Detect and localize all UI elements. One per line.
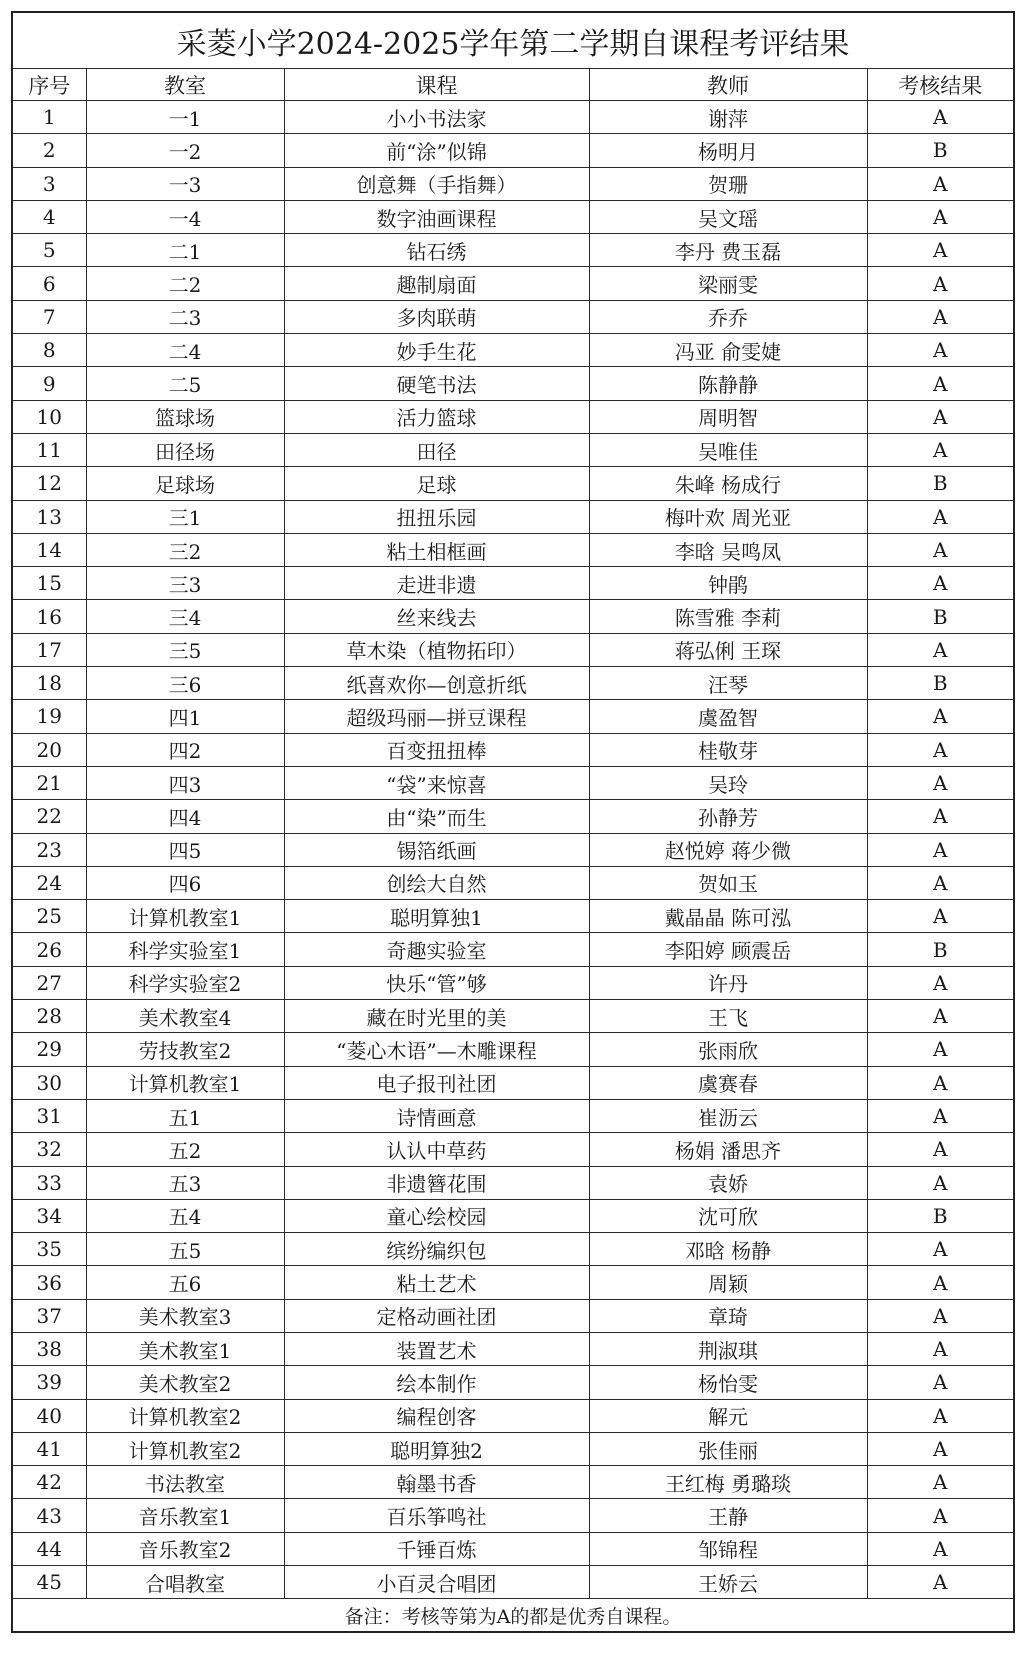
- cell-index: 22: [12, 800, 86, 833]
- cell-result: A: [867, 1499, 1014, 1532]
- cell-course: 认认中草药: [284, 1133, 589, 1166]
- cell-index: 45: [12, 1566, 86, 1599]
- cell-course: 非遗簪花围: [284, 1166, 589, 1199]
- cell-result: A: [867, 1299, 1014, 1332]
- cell-course: 超级玛丽—拼豆课程: [284, 700, 589, 733]
- table-row: [12, 633, 1014, 666]
- table-row: [12, 1266, 1014, 1299]
- cell-result: A: [867, 334, 1014, 367]
- cell-index: 3: [12, 167, 86, 200]
- table-row: [12, 766, 1014, 799]
- cell-result: A: [867, 1000, 1014, 1033]
- cell-course: 百变扭扭棒: [284, 733, 589, 766]
- cell-teacher: 王静: [589, 1499, 867, 1532]
- cell-index: 43: [12, 1499, 86, 1532]
- cell-classroom: 一1: [86, 101, 284, 134]
- cell-classroom: 美术教室3: [86, 1299, 284, 1332]
- table-row: [12, 234, 1014, 267]
- cell-classroom: 田径场: [86, 433, 284, 466]
- results-table: [11, 11, 1015, 1633]
- cell-index: 41: [12, 1432, 86, 1465]
- cell-classroom: 五4: [86, 1199, 284, 1232]
- cell-classroom: 四4: [86, 800, 284, 833]
- cell-course: 活力篮球: [284, 400, 589, 433]
- header-index: 序号: [12, 69, 86, 101]
- cell-teacher: 陈雪雅 李莉: [589, 600, 867, 633]
- cell-result: B: [867, 467, 1014, 500]
- cell-index: 10: [12, 400, 86, 433]
- cell-teacher: 杨明月: [589, 134, 867, 167]
- cell-index: 9: [12, 367, 86, 400]
- cell-course: 千锤百炼: [284, 1532, 589, 1565]
- cell-classroom: 美术教室4: [86, 1000, 284, 1033]
- cell-classroom: 三4: [86, 600, 284, 633]
- cell-classroom: 二1: [86, 234, 284, 267]
- cell-course: 翰墨书香: [284, 1466, 589, 1499]
- cell-teacher: 张佳丽: [589, 1432, 867, 1465]
- cell-teacher: 贺如玉: [589, 866, 867, 899]
- cell-index: 31: [12, 1099, 86, 1132]
- cell-classroom: 足球场: [86, 467, 284, 500]
- cell-course: 妙手生花: [284, 334, 589, 367]
- cell-index: 35: [12, 1233, 86, 1266]
- cell-result: A: [867, 733, 1014, 766]
- cell-course: 田径: [284, 433, 589, 466]
- table-row: [12, 733, 1014, 766]
- cell-classroom: 一2: [86, 134, 284, 167]
- cell-course: 丝来线去: [284, 600, 589, 633]
- cell-index: 28: [12, 1000, 86, 1033]
- table-row: [12, 1566, 1014, 1599]
- cell-teacher: 李阳婷 顾震岳: [589, 933, 867, 966]
- cell-result: A: [867, 1066, 1014, 1099]
- cell-teacher: 谢萍: [589, 101, 867, 134]
- table-row: [12, 833, 1014, 866]
- table-row: [12, 800, 1014, 833]
- cell-index: 30: [12, 1066, 86, 1099]
- cell-teacher: 荆淑琪: [589, 1332, 867, 1365]
- cell-teacher: 汪琴: [589, 667, 867, 700]
- cell-classroom: 五5: [86, 1233, 284, 1266]
- cell-result: B: [867, 667, 1014, 700]
- cell-index: 21: [12, 766, 86, 799]
- cell-course: 锡箔纸画: [284, 833, 589, 866]
- cell-classroom: 四3: [86, 766, 284, 799]
- cell-result: A: [867, 234, 1014, 267]
- cell-index: 8: [12, 334, 86, 367]
- cell-course: 诗情画意: [284, 1099, 589, 1132]
- cell-index: 44: [12, 1532, 86, 1565]
- cell-index: 25: [12, 900, 86, 933]
- cell-course: 聪明算独2: [284, 1432, 589, 1465]
- cell-course: 小百灵合唱团: [284, 1566, 589, 1599]
- cell-classroom: 五3: [86, 1166, 284, 1199]
- cell-index: 11: [12, 433, 86, 466]
- cell-result: A: [867, 267, 1014, 300]
- cell-result: A: [867, 101, 1014, 134]
- table-row: [12, 1066, 1014, 1099]
- cell-teacher: 许丹: [589, 966, 867, 999]
- cell-course: 足球: [284, 467, 589, 500]
- cell-index: 32: [12, 1133, 86, 1166]
- table-row: [12, 1399, 1014, 1432]
- cell-teacher: 赵悦婷 蒋少微: [589, 833, 867, 866]
- cell-teacher: 虞赛春: [589, 1066, 867, 1099]
- table-row: [12, 533, 1014, 566]
- cell-teacher: 桂敬芽: [589, 733, 867, 766]
- cell-result: A: [867, 300, 1014, 333]
- table-row: [12, 200, 1014, 233]
- table-row: [12, 1033, 1014, 1066]
- cell-course: 粘土相框画: [284, 533, 589, 566]
- cell-result: A: [867, 833, 1014, 866]
- cell-teacher: 李丹 费玉磊: [589, 234, 867, 267]
- cell-classroom: 科学实验室1: [86, 933, 284, 966]
- table-row: [12, 334, 1014, 367]
- cell-teacher: 虞盈智: [589, 700, 867, 733]
- cell-teacher: 冯亚 俞雯婕: [589, 334, 867, 367]
- cell-teacher: 王飞: [589, 1000, 867, 1033]
- cell-course: 硬笔书法: [284, 367, 589, 400]
- cell-course: 百乐筝鸣社: [284, 1499, 589, 1532]
- cell-result: A: [867, 533, 1014, 566]
- cell-course: 多肉联萌: [284, 300, 589, 333]
- table-title: 采菱小学2024-2025学年第二学期自课程考评结果: [12, 12, 1014, 69]
- table-row: [12, 1466, 1014, 1499]
- table-row: [12, 433, 1014, 466]
- cell-result: B: [867, 134, 1014, 167]
- cell-teacher: 吴玲: [589, 766, 867, 799]
- cell-index: 24: [12, 866, 86, 899]
- header-classroom: 教室: [86, 69, 284, 101]
- cell-teacher: 钟鹃: [589, 567, 867, 600]
- cell-teacher: 杨娟 潘思齐: [589, 1133, 867, 1166]
- table-row: [12, 1499, 1014, 1532]
- cell-teacher: 乔乔: [589, 300, 867, 333]
- cell-classroom: 劳技教室2: [86, 1033, 284, 1066]
- cell-course: “袋”来惊喜: [284, 766, 589, 799]
- cell-classroom: 五6: [86, 1266, 284, 1299]
- cell-course: 藏在时光里的美: [284, 1000, 589, 1033]
- cell-teacher: 杨怡雯: [589, 1366, 867, 1399]
- cell-result: A: [867, 1233, 1014, 1266]
- table-row: [12, 101, 1014, 134]
- cell-index: 27: [12, 966, 86, 999]
- table-row: [12, 933, 1014, 966]
- cell-index: 16: [12, 600, 86, 633]
- cell-result: A: [867, 1399, 1014, 1432]
- cell-course: 数字油画课程: [284, 200, 589, 233]
- cell-result: A: [867, 367, 1014, 400]
- cell-classroom: 篮球场: [86, 400, 284, 433]
- cell-index: 42: [12, 1466, 86, 1499]
- header-teacher: 教师: [589, 69, 867, 101]
- cell-result: B: [867, 600, 1014, 633]
- cell-teacher: 袁娇: [589, 1166, 867, 1199]
- cell-result: A: [867, 1266, 1014, 1299]
- table-row: [12, 400, 1014, 433]
- cell-course: 小小书法家: [284, 101, 589, 134]
- cell-course: 定格动画社团: [284, 1299, 589, 1332]
- cell-result: A: [867, 966, 1014, 999]
- cell-course: 走进非遗: [284, 567, 589, 600]
- table-row: [12, 700, 1014, 733]
- cell-teacher: 王娇云: [589, 1566, 867, 1599]
- cell-course: 装置艺术: [284, 1332, 589, 1365]
- cell-index: 29: [12, 1033, 86, 1066]
- cell-classroom: 三6: [86, 667, 284, 700]
- table-row: [12, 1366, 1014, 1399]
- cell-teacher: 吴唯佳: [589, 433, 867, 466]
- cell-teacher: 梅叶欢 周光亚: [589, 500, 867, 533]
- cell-result: A: [867, 400, 1014, 433]
- table-row: [12, 866, 1014, 899]
- cell-result: B: [867, 1199, 1014, 1232]
- cell-teacher: 梁丽雯: [589, 267, 867, 300]
- cell-classroom: 二5: [86, 367, 284, 400]
- cell-classroom: 科学实验室2: [86, 966, 284, 999]
- cell-course: 电子报刊社团: [284, 1066, 589, 1099]
- cell-teacher: 解元: [589, 1399, 867, 1432]
- cell-classroom: 计算机教室2: [86, 1399, 284, 1432]
- cell-teacher: 章琦: [589, 1299, 867, 1332]
- cell-teacher: 戴晶晶 陈可泓: [589, 900, 867, 933]
- footnote: 备注：考核等第为A的都是优秀自课程。: [12, 1599, 1014, 1633]
- cell-classroom: 一3: [86, 167, 284, 200]
- cell-result: A: [867, 567, 1014, 600]
- cell-course: 趣制扇面: [284, 267, 589, 300]
- cell-teacher: 陈静静: [589, 367, 867, 400]
- cell-course: 童心绘校园: [284, 1199, 589, 1232]
- cell-index: 5: [12, 234, 86, 267]
- table-row: [12, 567, 1014, 600]
- cell-classroom: 一4: [86, 200, 284, 233]
- cell-course: 编程创客: [284, 1399, 589, 1432]
- cell-classroom: 三2: [86, 533, 284, 566]
- cell-classroom: 计算机教室2: [86, 1432, 284, 1465]
- table-row: [12, 367, 1014, 400]
- cell-classroom: 书法教室: [86, 1466, 284, 1499]
- cell-index: 40: [12, 1399, 86, 1432]
- cell-index: 6: [12, 267, 86, 300]
- cell-index: 37: [12, 1299, 86, 1332]
- cell-result: A: [867, 1133, 1014, 1166]
- cell-course: 钻石绣: [284, 234, 589, 267]
- cell-result: A: [867, 800, 1014, 833]
- cell-result: A: [867, 1532, 1014, 1565]
- cell-classroom: 音乐教室1: [86, 1499, 284, 1532]
- cell-result: A: [867, 700, 1014, 733]
- table-row: [12, 134, 1014, 167]
- table-row: [12, 1299, 1014, 1332]
- cell-index: 13: [12, 500, 86, 533]
- cell-result: A: [867, 433, 1014, 466]
- cell-course: 聪明算独1: [284, 900, 589, 933]
- cell-result: A: [867, 633, 1014, 666]
- cell-result: A: [867, 1166, 1014, 1199]
- table-row: [12, 900, 1014, 933]
- cell-index: 38: [12, 1332, 86, 1365]
- cell-result: B: [867, 933, 1014, 966]
- header-course: 课程: [284, 69, 589, 101]
- cell-teacher: 蒋弘俐 王琛: [589, 633, 867, 666]
- cell-teacher: 孙静芳: [589, 800, 867, 833]
- cell-index: 33: [12, 1166, 86, 1199]
- cell-index: 20: [12, 733, 86, 766]
- cell-course: 由“染”而生: [284, 800, 589, 833]
- cell-teacher: 贺珊: [589, 167, 867, 200]
- cell-index: 34: [12, 1199, 86, 1232]
- cell-classroom: 计算机教室1: [86, 1066, 284, 1099]
- cell-classroom: 四1: [86, 700, 284, 733]
- cell-classroom: 五2: [86, 1133, 284, 1166]
- cell-classroom: 三5: [86, 633, 284, 666]
- cell-teacher: 王红梅 勇璐琰: [589, 1466, 867, 1499]
- cell-classroom: 二4: [86, 334, 284, 367]
- cell-index: 26: [12, 933, 86, 966]
- cell-course: “菱心木语”—木雕课程: [284, 1033, 589, 1066]
- cell-index: 39: [12, 1366, 86, 1399]
- cell-index: 18: [12, 667, 86, 700]
- cell-teacher: 沈可欣: [589, 1199, 867, 1232]
- cell-classroom: 四6: [86, 866, 284, 899]
- table-row: [12, 167, 1014, 200]
- cell-index: 4: [12, 200, 86, 233]
- table-row: [12, 267, 1014, 300]
- table-row: [12, 1532, 1014, 1565]
- cell-result: A: [867, 1566, 1014, 1599]
- cell-result: A: [867, 1432, 1014, 1465]
- cell-teacher: 吴文瑶: [589, 200, 867, 233]
- cell-course: 缤纷编织包: [284, 1233, 589, 1266]
- table-row: [12, 1332, 1014, 1365]
- table-row: [12, 1099, 1014, 1132]
- cell-teacher: 邓晗 杨静: [589, 1233, 867, 1266]
- cell-index: 7: [12, 300, 86, 333]
- cell-classroom: 三3: [86, 567, 284, 600]
- table-row: [12, 1199, 1014, 1232]
- cell-index: 17: [12, 633, 86, 666]
- cell-result: A: [867, 766, 1014, 799]
- table-row: [12, 667, 1014, 700]
- cell-classroom: 音乐教室2: [86, 1532, 284, 1565]
- cell-teacher: 邹锦程: [589, 1532, 867, 1565]
- cell-course: 前“涂”似锦: [284, 134, 589, 167]
- table-row: [12, 966, 1014, 999]
- cell-classroom: 二2: [86, 267, 284, 300]
- cell-result: A: [867, 1466, 1014, 1499]
- cell-result: A: [867, 167, 1014, 200]
- header-row: [12, 69, 1014, 101]
- cell-result: A: [867, 866, 1014, 899]
- cell-index: 2: [12, 134, 86, 167]
- table-row: [12, 1166, 1014, 1199]
- cell-teacher: 朱峰 杨成行: [589, 467, 867, 500]
- table-row: [12, 600, 1014, 633]
- cell-index: 15: [12, 567, 86, 600]
- cell-course: 纸喜欢你—创意折纸: [284, 667, 589, 700]
- table-row: [12, 500, 1014, 533]
- cell-result: A: [867, 500, 1014, 533]
- table-row: [12, 1233, 1014, 1266]
- cell-result: A: [867, 200, 1014, 233]
- cell-result: A: [867, 1332, 1014, 1365]
- cell-course: 粘土艺术: [284, 1266, 589, 1299]
- cell-classroom: 美术教室2: [86, 1366, 284, 1399]
- table-row: [12, 1133, 1014, 1166]
- table-row: [12, 1000, 1014, 1033]
- cell-teacher: 周明智: [589, 400, 867, 433]
- cell-classroom: 五1: [86, 1099, 284, 1132]
- cell-result: A: [867, 900, 1014, 933]
- cell-index: 1: [12, 101, 86, 134]
- table-row: [12, 467, 1014, 500]
- table-row: [12, 1432, 1014, 1465]
- cell-course: 快乐“管”够: [284, 966, 589, 999]
- cell-classroom: 二3: [86, 300, 284, 333]
- cell-course: 创意舞（手指舞）: [284, 167, 589, 200]
- cell-index: 19: [12, 700, 86, 733]
- cell-result: A: [867, 1099, 1014, 1132]
- table-body: [12, 101, 1014, 1599]
- cell-teacher: 崔沥云: [589, 1099, 867, 1132]
- cell-classroom: 四5: [86, 833, 284, 866]
- cell-course: 扭扭乐园: [284, 500, 589, 533]
- cell-classroom: 合唱教室: [86, 1566, 284, 1599]
- cell-index: 12: [12, 467, 86, 500]
- cell-course: 奇趣实验室: [284, 933, 589, 966]
- cell-index: 36: [12, 1266, 86, 1299]
- cell-course: 绘本制作: [284, 1366, 589, 1399]
- cell-result: A: [867, 1033, 1014, 1066]
- cell-teacher: 周颖: [589, 1266, 867, 1299]
- cell-result: A: [867, 1366, 1014, 1399]
- cell-classroom: 四2: [86, 733, 284, 766]
- header-result: 考核结果: [867, 69, 1014, 101]
- cell-classroom: 三1: [86, 500, 284, 533]
- cell-teacher: 张雨欣: [589, 1033, 867, 1066]
- cell-index: 14: [12, 533, 86, 566]
- cell-classroom: 美术教室1: [86, 1332, 284, 1365]
- cell-course: 创绘大自然: [284, 866, 589, 899]
- cell-teacher: 李晗 吴鸣凤: [589, 533, 867, 566]
- cell-classroom: 计算机教室1: [86, 900, 284, 933]
- cell-index: 23: [12, 833, 86, 866]
- table-row: [12, 300, 1014, 333]
- cell-course: 草木染（植物拓印）: [284, 633, 589, 666]
